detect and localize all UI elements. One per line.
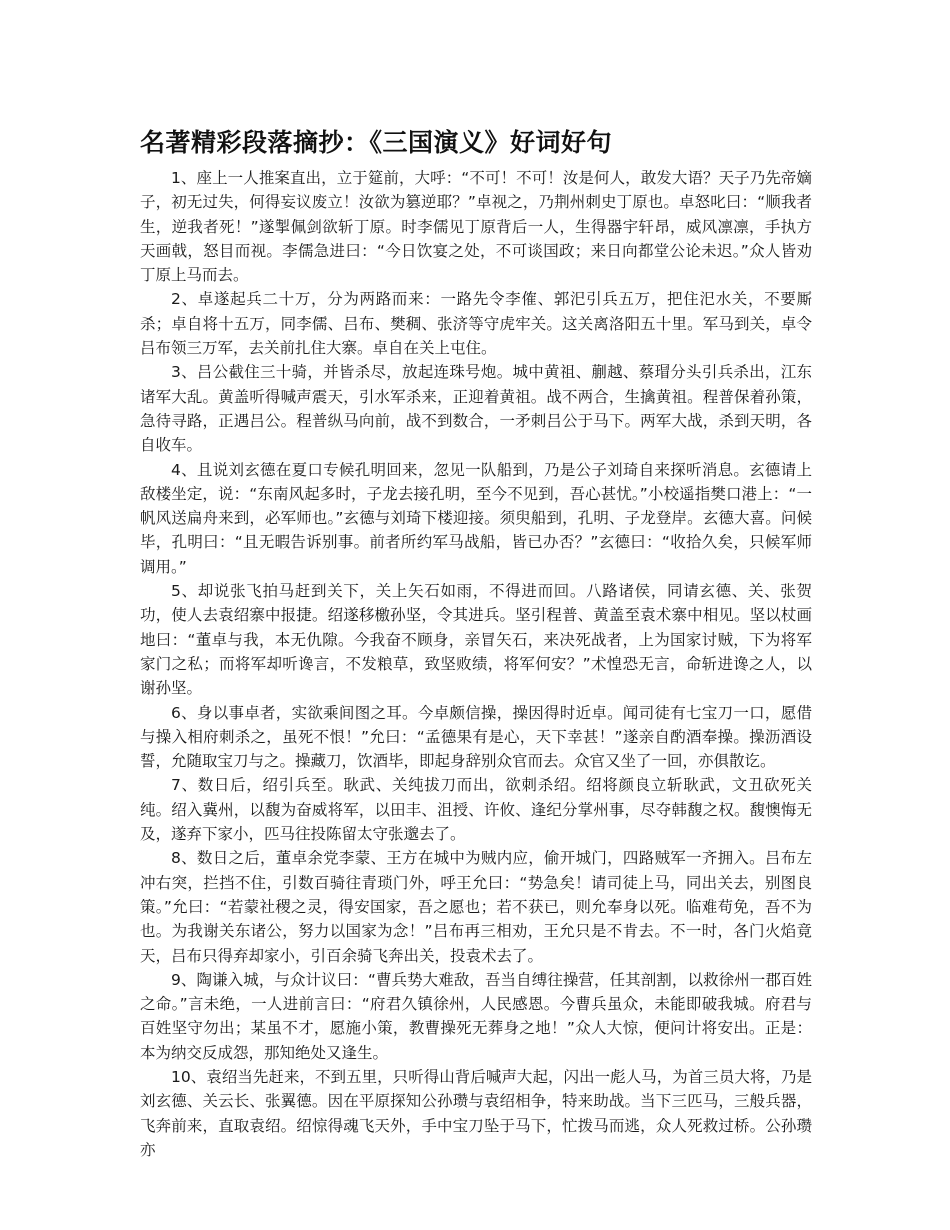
paragraph-4: 4、且说刘玄德在夏口专候孔明回来，忽见一队船到，乃是公子刘琦自来探听消息。玄德请上敌楼坐定，说：“东南风起多时，子龙去接孔明，至今不见到，吾心甚忧。”小校遥指樊口港上：“一帆风送扁舟来到，必军师也。”玄德与刘琦下楼迎接。须臾船到，孔明、子龙登岸。玄德大喜。问候毕，孔明曰：“且无暇告诉别事。前者所约军马战船，皆已办否？”玄德曰：“收拾久矣，只候军师调用。” <box>140 460 812 576</box>
document-title: 名著精彩段落摘抄：《三国演义》好词好句 <box>140 128 613 157</box>
paragraph-7: 7、数日后，绍引兵至。耿武、关纯拔刀而出，欲刺杀绍。绍将颜良立斩耿武，文丑砍死关纯。绍入冀州，以馥为奋威将军，以田丰、沮授、许攸、逢纪分掌州事，尽夺韩馥之权。馥懊悔无及，遂弃下家小，匹马往投陈留太守张邈去了。 <box>140 776 812 844</box>
paragraph-3: 3、吕公截住三十骑，并皆杀尽，放起连珠号炮。城中黄祖、蒯越、蔡瑁分头引兵杀出，江东诸军大乱。黄盖听得喊声震天，引水军杀来，正迎着黄祖。战不两合，生擒黄祖。程普保着孙策，急待寻路，正遇吕公。程普纵马向前，战不到数合，一矛刺吕公于马下。两军大战，杀到天明，各自收车。 <box>140 363 812 455</box>
paragraph-9: 9、陶谦入城，与众计议曰：“曹兵势大难敌，吾当自缚往操营，任其剖割，以救徐州一郡百姓之命。”言未绝，一人进前言曰：“府君久镇徐州，人民感恩。今曹兵虽众，未能即破我城。府君与百姓坚守勿出；某虽不才，愿施小策，教曹操死无葬身之地！”众人大惊，便问计将安出。正是：本为纳交反成怨，那知绝处又逢生。 <box>140 970 812 1062</box>
document-page <box>140 118 812 1162</box>
paragraph-10: 10、袁绍当先赶来，不到五里，只听得山背后喊声大起，闪出一彪人马，为首三员大将，乃是刘玄德、关云长、张翼德。因在平原探知公孙瓒与袁绍相争，特来助战。当下三匹马，三般兵器，飞奔前来，直取袁绍。绍惊得魂飞天外，手中宝刀坠于马下，忙拨马而逃，众人死救过桥。公孙瓒亦 <box>140 1067 812 1159</box>
paragraph-2: 2、卓遂起兵二十万，分为两路而来：一路先令李傕、郭汜引兵五万，把住汜水关，不要厮杀；卓自将十五万，同李儒、吕布、樊稠、张济等守虎牢关。这关离洛阳五十里。军马到关，卓令吕布领三万军，去关前扎住大寨。卓自在关上屯住。 <box>140 290 812 358</box>
paragraph-6: 6、身以事卓者，实欲乘间图之耳。今卓颇信操，操因得时近卓。闻司徒有七宝刀一口，愿借与操入相府刺杀之，虽死不恨！”允曰：“孟德果有是心，天下幸甚！”遂亲自酌酒奉操。操沥酒设誓，允随取宝刀与之。操藏刀，饮酒毕，即起身辞别众官而去。众官又坐了一回，亦俱散讫。 <box>140 703 812 771</box>
paragraph-8: 8、数日之后，董卓余党李蒙、王方在城中为贼内应，偷开城门，四路贼军一齐拥入。吕布左冲右突，拦挡不住，引数百骑往青琐门外，呼王允曰：“势急矣！请司徒上马，同出关去，别图良策。”允曰：“若蒙社稷之灵，得安国家，吾之愿也；若不获已，则允奉身以死。临难苟免，吾不为也。为我谢关东诸公，努力以国家为念！”吕布再三相劝，王允只是不肯去。不一时，各门火焰竟天，吕布只得弃却家小，引百余骑飞奔出关，投袁术去了。 <box>140 849 812 965</box>
paragraph-1: 1、座上一人推案直出，立于筵前，大呼：“不可！不可！汝是何人，敢发大语？天子乃先帝嫡子，初无过失，何得妄议废立！汝欲为篡逆耶？”卓视之，乃荆州刺史丁原也。卓怒叱曰：“顺我者生，逆我者死！”遂掣佩剑欲斩丁原。时李儒见丁原背后一人，生得器宇轩昂，威风凛凛，手执方天画戟，怒目而视。李儒急进曰：“今日饮宴之处，不可谈国政；来日向都堂公论未迟。”众人皆劝丁原上马而去。 <box>140 169 812 285</box>
paragraph-5: 5、却说张飞拍马赶到关下，关上矢石如雨，不得进而回。八路诸侯，同请玄德、关、张贺功，使人去袁绍寨中报捷。绍遂移檄孙坚，令其进兵。坚引程普、黄盖至袁术寨中相见。坚以杖画地曰：“董卓与我，本无仇隙。今我奋不顾身，亲冒矢石，来决死战者，上为国家讨贼，下为将军家门之私；而将军却听谗言，不发粮草，致坚败绩，将军何安？”术惶恐无言，命斩进谗之人，以谢孙坚。 <box>140 582 812 698</box>
